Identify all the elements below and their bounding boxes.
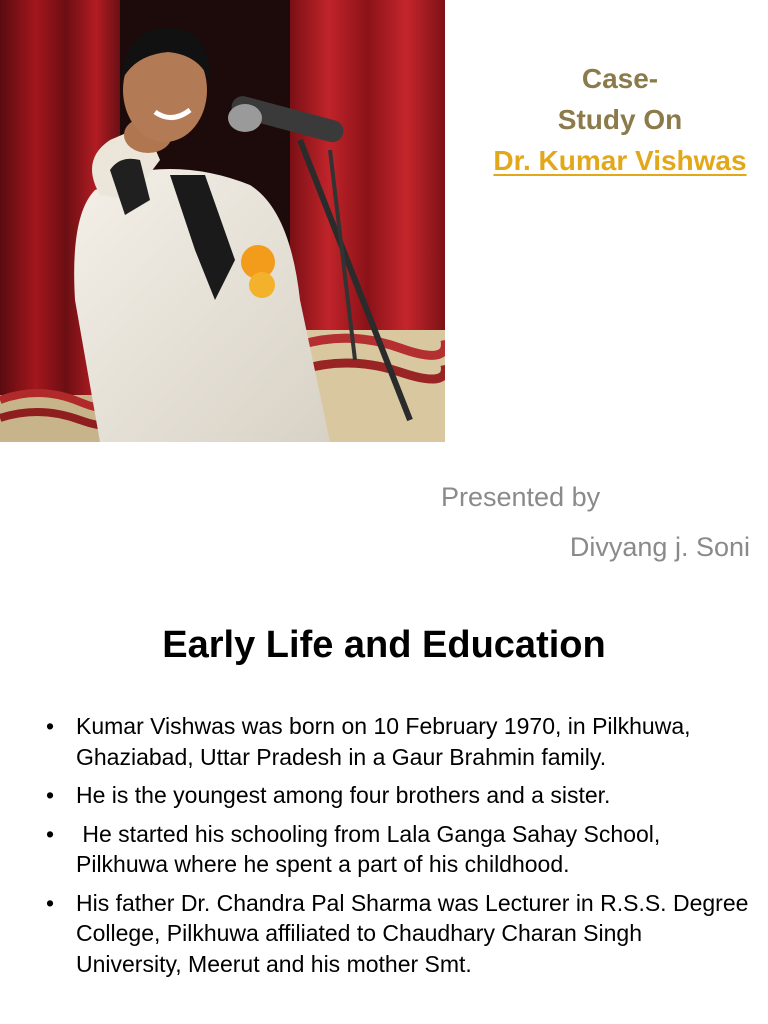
list-item [40, 819, 750, 880]
bullet-icon: • [46, 889, 55, 916]
speaker-photo [0, 0, 445, 442]
content-slide [0, 596, 768, 1024]
bullet-icon: • [46, 820, 55, 847]
list-item [40, 888, 750, 980]
presented-by-label: Presented by [441, 482, 601, 512]
bullet-text: Kumar Vishwas was born on 10 February 1970, in Pilkhuwa, Ghaziabad, Uttar Pradesh in a Gaur Brahmin family. [76, 713, 691, 770]
list-item [40, 711, 750, 772]
bullet-icon: • [46, 782, 55, 808]
title-line-1: Case- [581, 63, 659, 94]
list-item [40, 780, 750, 811]
presenter-name: Divyang j. Soni [569, 532, 750, 562]
title-name-link[interactable]: Dr. Kumar Vishwas [493, 145, 747, 176]
slide-title [470, 58, 768, 181]
bullet-icon: • [46, 713, 55, 739]
bullet-text: He is the youngest among four brothers and a sister. [76, 782, 611, 808]
bullet-text: He started his schooling from Lala Ganga Sahay School, Pilkhuwa where he spent a part of his childhood. [76, 820, 667, 877]
slide-heading: Early Life and Education [162, 624, 606, 666]
title-line-2: Study On [557, 104, 683, 135]
bullet-text: His father Dr. Chandra Pal Sharma was Lecturer in R.S.S. Degree College, Pilkhuwa affiliated to Chaudhary Charan Singh University, Meerut and his mother Smt. [76, 889, 749, 977]
bullet-list [40, 711, 750, 987]
